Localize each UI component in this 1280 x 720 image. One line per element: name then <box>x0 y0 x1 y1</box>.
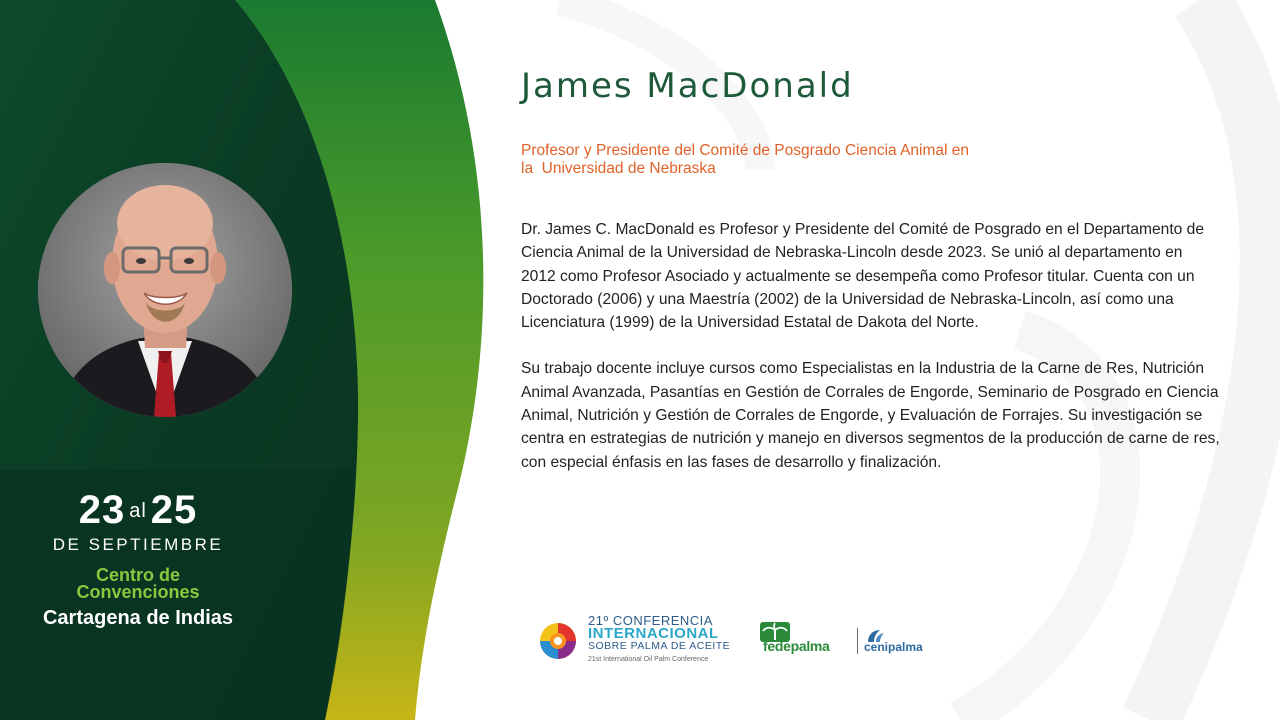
event-venue <box>0 567 276 601</box>
event-info <box>0 488 276 630</box>
fedepalma-label: fedepalma <box>763 638 830 654</box>
bio-paragraph: Su trabajo docente incluye cursos como Especialistas en la Industria de la Carne de Res, Nutrición Animal Avanzada, Pasantías en Gestión de Corrales de Engorde, Seminario de Posgrado en Ciencia Animal, Nutrición y Gestión de Corrales de Engorde, y Evaluación de Forrajes. Su investigación se centra en estrategias de nutrición y manejo en diversos segmentos de la producción de carne de res, con especial énfasis en las fases de desarrollo y finalización. <box>521 360 1220 471</box>
bio-paragraph: Dr. James C. MacDonald es Profesor y Presidente del Comité de Posgrado en el Departamento de Ciencia Animal de la Universidad de Nebraska-Lincoln desde 2023. Se unió al departamento en 2012 como Profesor Asociado y actualmente se desempeña como Profesor titular. Cuenta con un Doctorado (2006) y una Maestría (2002) de la Universidad de Nebraska-Lincoln, así como una Licenciatura (1999) de la Universidad Estatal de Dakota del Norte. <box>521 221 1205 332</box>
conference-logo-line3: SOBRE PALMA DE ACEITE <box>588 640 731 652</box>
speaker-bio <box>521 218 1221 497</box>
event-venue-line1: Centro de <box>95 565 180 585</box>
speaker-name: James MacDonald <box>521 66 854 106</box>
fedepalma-logo <box>760 622 855 658</box>
speaker-title-line2: la Universidad de Nebraska <box>521 160 716 177</box>
event-city: Cartagena de Indias <box>42 607 234 629</box>
conference-logo-text <box>588 614 730 666</box>
speaker-portrait <box>38 163 292 417</box>
conference-logo-line4: 21st International Oil Palm Conference <box>588 656 709 663</box>
speaker-title-line1: Profesor y Presidente del Comité de Posgrado Ciencia Animal en <box>521 142 970 159</box>
conference-logo-line2: INTERNACIONAL <box>588 625 719 642</box>
speaker-photo-illustration <box>38 163 292 417</box>
event-dates <box>0 488 276 533</box>
event-day-start: 23 <box>78 488 126 532</box>
event-day-end: 25 <box>150 488 198 532</box>
conference-logo-line1: 21º CONFERENCIA <box>588 613 713 628</box>
event-month: DE SEPTIEMBRE <box>52 535 224 554</box>
conference-emblem-icon <box>538 621 578 661</box>
event-day-connector: al <box>129 500 147 522</box>
speaker-title <box>521 142 1021 178</box>
cenipalma-label: cenipalma <box>864 640 923 654</box>
conference-logo <box>538 612 738 668</box>
cenipalma-logo <box>864 628 944 658</box>
logo-divider <box>857 628 858 654</box>
event-venue-line2: Convenciones <box>76 582 200 602</box>
